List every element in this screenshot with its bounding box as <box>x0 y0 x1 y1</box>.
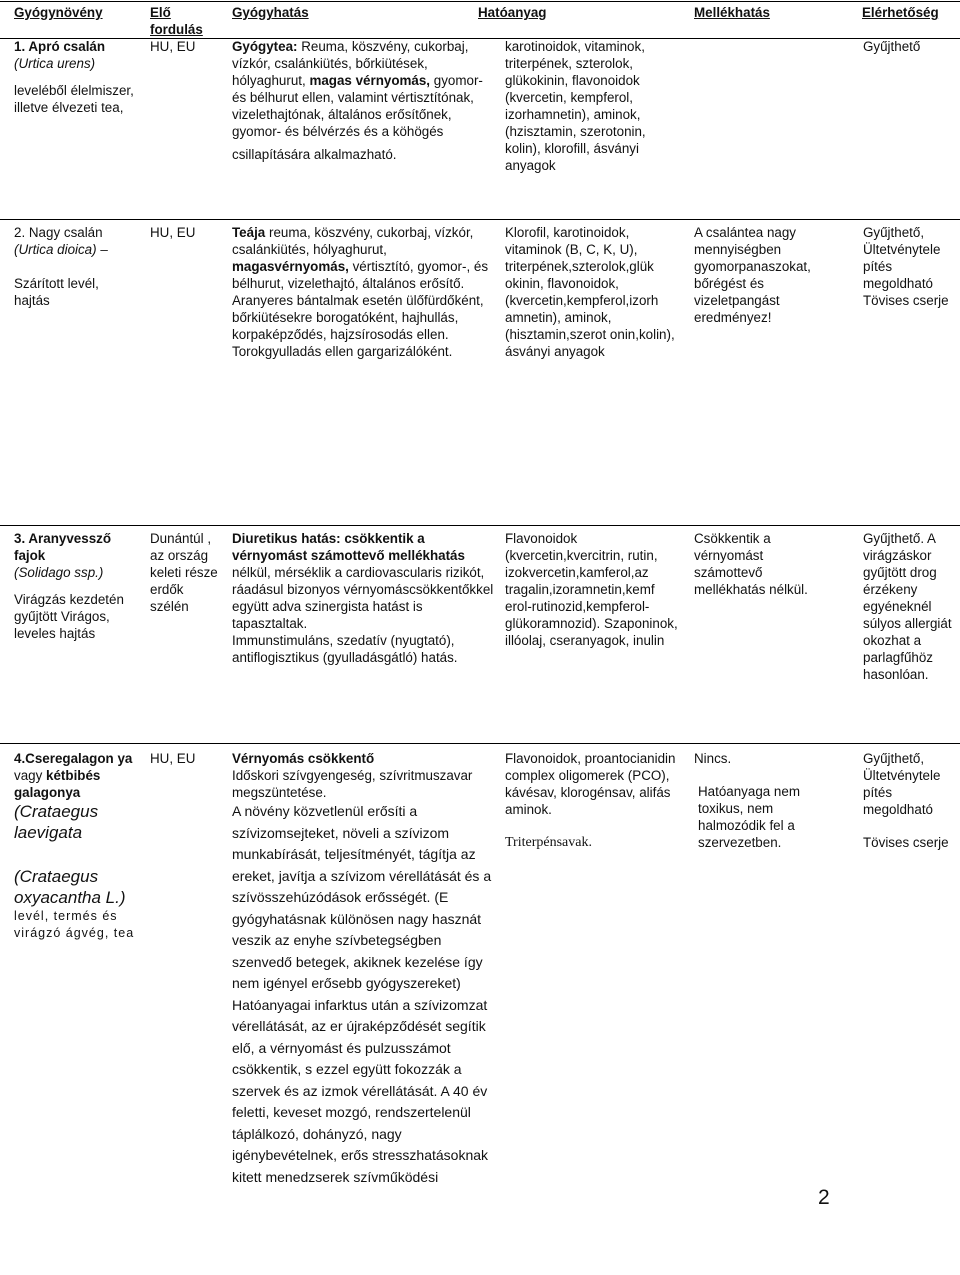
plant-part: Szárított levél, hajtás <box>14 276 99 308</box>
effect-text: Reuma, köszvény, cukorbaj, vízkór, csalánkiütés, bőrkiütések, hólyaghurut, <box>232 39 469 88</box>
effect-cell <box>232 530 498 666</box>
plant-cell <box>14 530 142 642</box>
effect-text: csillapítására alkalmazható. <box>232 147 397 162</box>
effect-text: nélkül, mérséklik a cardiovascularis rizikót, ráadásul bizonyos vérnyomáscsökkentőkkel együtt adva szinergista hatást is tapasztaltak. <box>232 565 494 631</box>
effect-cell <box>232 750 498 1188</box>
effect-lead: Teája <box>232 225 266 240</box>
availability-cell <box>863 750 955 851</box>
plant-name-part: 4.Cseregalagon ya <box>14 751 133 766</box>
effect-lead: Diuretikus hatás: csökkentik a vérnyomást számottevő mellékhatás <box>232 531 465 563</box>
plant-latin: (Urtica urens) <box>14 56 96 71</box>
header-plant: Gyógynövény <box>14 5 103 20</box>
plant-part: leveléből élelmiszer, illetve élvezeti tea, <box>14 83 134 115</box>
plant-cell <box>14 38 142 116</box>
header-top-rule <box>0 1 960 2</box>
effect-highlight: magasvérnyomás, <box>232 259 349 274</box>
availability-cell: Gyűjthető, Ültetvénytele pítés megoldható Tövises cserje <box>863 225 949 308</box>
occurrence-cell: HU, EU <box>150 751 196 766</box>
side-effect-text: Nincs. <box>694 751 732 766</box>
side-effect-text: Hatóanyaga nem toxikus, nem halmozódik fel a szervezetben. <box>698 784 800 850</box>
availability-text: Tövises cserje <box>863 835 949 850</box>
side-effect-cell: Csökkentik a vérnyomást számottevő mellékhatás nélkül. <box>694 531 808 597</box>
agent-text: Flavonoidok, proantocianidin complex oligomerek (PCO), kávésav, klorogénsav, alifás aminok. <box>505 751 676 817</box>
header-agent: Hatóanyag <box>478 5 547 20</box>
agent-cell: karotinoidok, vitaminok, triterpének, szterolok, glükokinin, flavonoidok (kvercetin, kempferol, izorhamnetin), aminok, (hzisztamin, szerotonin, kolin), klorofill, ásványi anyagok <box>505 39 646 173</box>
plant-part: Virágzás kezdetén gyűjtött Virágos, leveles hajtás <box>14 592 124 641</box>
header-effect: Gyógyhatás <box>232 5 309 20</box>
agent-text: Triterpénsavak. <box>505 835 592 850</box>
effect-text: Immunstimuláns, szedatív (nyugtató), antiflogisztikus (gyulladásgátló) hatás. <box>232 633 458 665</box>
plant-latin: (Crataegus laevigata <box>14 802 99 842</box>
occurrence-cell: HU, EU <box>150 39 196 54</box>
plant-cell <box>14 224 142 309</box>
effect-highlight: magas vérnyomás, <box>309 73 431 88</box>
header-occurrence: Elő fordulás <box>150 5 203 37</box>
plant-latin: (Urtica dioica) – <box>14 242 108 257</box>
plant-name: 3. Aranyvessző fajok <box>14 531 112 563</box>
occurrence-cell: HU, EU <box>150 225 196 240</box>
effect-text: reuma, köszvény, cukorbaj, vízkór, csalánkiütés, hólyaghurut, <box>232 225 474 257</box>
effect-text: gyomor- és bélhurut ellen, valamint vértisztítónak, vizelethajtónak, általános erősítőnek, gyomor- és bélvérzés és a köhögés <box>232 73 483 139</box>
effect-text: vértisztító, gyomor-, és bélhurut, vizelethajtó, általános erősítő. Aranyeres bántalmak esetén ülőfürdőként, bőrkiütésekre borogatóként, hajhullás, korpaképződés, hajzsírosodás ellen. Torokgyulladás ellen gargarizálóként. <box>232 259 489 359</box>
effect-text: A növény közvetlenül erősíti a szívizomsejteket, növeli a szívizom munkabírását, teljesítményét, tágítja az ereket, javítja a szívizom vérellátását és a szívösszehúzódások erősségét. (E gyógyhatásnak különösen nagy hasznát veszik az enyhe szívbetegségben szenvedő betegek, akiknek kezelése így nem igényel erősebb gyógyszereket) Hatóanyagai infarktus után a szívizomzat vérellátását, az er újraképződését segítik elő, a vérnyomást és pulzusszámot csökkentik, s ezzel együtt fokozzák a szervek és az izmok vérellátását. A 40 év feletti, keveset mozgó, rendszertelenül táplálkozó, dohányzó, nagy igénybevételnek, erős stresszhatásoknak kitett menedzserek szívműködési <box>232 803 492 1185</box>
header-side-effect: Mellékhatás <box>694 5 770 20</box>
availability-cell: Gyűjthető. A virágzáskor gyűjtött drog érzékeny egyéneknél súlyos allergiát okozhat a parlagfűhöz hasonlóan. <box>863 531 952 682</box>
availability-text: Gyűjthető, Ültetvénytele pítés megoldható <box>863 751 941 817</box>
availability-cell: Gyűjthető <box>863 39 921 54</box>
header-availability: Elérhetőség <box>862 5 939 20</box>
agent-cell: Flavonoidok (kvercetin,kvercitrin, rutin, izokvercetin,kamferol,az tragalin,izoramnetin,kemf erol-rutinozid,kempferol-glükoramnozid). Szaponinok, illóolaj, cseranyagok, inulin <box>505 531 678 648</box>
row-rule-3 <box>0 525 960 526</box>
plant-name-part: kétbibés galagonya <box>14 768 101 800</box>
plant-name: 2. Nagy csalán <box>14 225 103 240</box>
agent-cell <box>505 750 685 851</box>
plant-latin: (Solidago ssp.) <box>14 565 104 580</box>
row-rule-2 <box>0 219 960 220</box>
effect-cell <box>232 38 498 163</box>
effect-title: Vérnyomás csökkentő <box>232 751 375 766</box>
plant-name-part: vagy <box>14 768 43 783</box>
effect-cell <box>232 224 498 360</box>
effect-lead: Gyógytea: <box>232 39 298 54</box>
plant-name: 1. Apró csalán <box>14 39 106 54</box>
effect-text: Időskori szívgyengeség, szívritmuszavar megszüntetése. <box>232 768 473 800</box>
side-effect-cell: A csalántea nagy mennyiségben gyomorpanaszokat, bőrégést és vizeletpangást eredményez! <box>694 225 811 325</box>
agent-cell: Klorofil, karotinoidok, vitaminok (B, C, K, U), triterpének,szterolok,glük okinin, flavonoidok, (kvercetin,kempferol,izorh amnetin), aminok,(hisztamin,szerot onin,kolin), ásványi anyagok <box>505 225 675 359</box>
side-effect-cell <box>694 750 824 851</box>
row-rule-4 <box>0 743 960 744</box>
occurrence-cell: Dunántúl , az ország keleti része erdők szélén <box>150 531 218 614</box>
plant-name <box>14 750 136 801</box>
plant-latin: (Crataegus oxyacantha L.) <box>14 867 126 907</box>
page-number: 2 <box>818 1186 830 1209</box>
plant-part: levél, termés és virágzó ágvég, tea <box>14 909 135 940</box>
plant-cell <box>14 750 136 942</box>
